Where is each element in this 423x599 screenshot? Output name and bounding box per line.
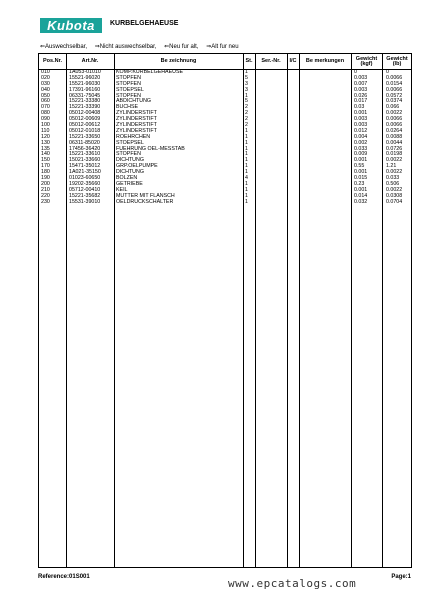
- cell-qty: 1: [245, 127, 248, 134]
- cell-weight-kg: 0.001: [354, 186, 368, 193]
- cell-name: GRP.OELPUMPE: [116, 163, 158, 170]
- cell-weight-kg: 0.55: [354, 163, 365, 170]
- cell-art: 17456-36420: [69, 145, 101, 152]
- cell-pos: 140: [41, 151, 50, 158]
- cell-qty: 1: [245, 145, 248, 152]
- cell-pos: 070: [41, 104, 50, 111]
- cell-name: BUCHSE: [116, 104, 139, 111]
- legend-item: ⇒Nicht auswechselbar,: [94, 44, 157, 50]
- cell-qty: 3: [245, 80, 248, 87]
- cell-art: 15221-35682: [69, 192, 101, 199]
- cell-weight-lb: 0.0154: [386, 80, 403, 87]
- cell-pos: 020: [41, 74, 50, 81]
- cell-name: BOLZEN: [116, 175, 138, 182]
- cell-qty: 1: [245, 180, 248, 187]
- cell-qty: 1: [245, 169, 248, 176]
- header-qty: St.: [245, 58, 253, 65]
- cell-name: ZYLINDERSTIFT: [116, 122, 157, 129]
- cell-pos: 090: [41, 116, 50, 123]
- page-number: Page:1: [391, 574, 411, 580]
- cell-art: 15521-96020: [69, 74, 101, 81]
- cell-name: ROEHRCHEN: [116, 133, 151, 140]
- cell-weight-lb: 0: [386, 69, 389, 75]
- legend-item: ⇐Neu fur alt,: [164, 44, 199, 50]
- cell-weight-lb: 0.0264: [386, 127, 403, 134]
- cell-pos: 040: [41, 86, 50, 93]
- cell-name: STOPFEN: [116, 151, 141, 158]
- legend: [40, 43, 245, 50]
- cell-weight-lb: 0.066: [386, 104, 400, 111]
- cell-weight-kg: 0.015: [354, 175, 368, 182]
- cell-qty: 1: [245, 69, 248, 75]
- cell-pos: 135: [41, 145, 50, 152]
- cell-weight-lb: 0.506: [386, 180, 400, 187]
- kubota-logo: Kubota: [40, 18, 102, 33]
- cell-qty: 1: [245, 139, 248, 146]
- cell-pos: 050: [41, 92, 50, 99]
- cell-qty: 2: [245, 110, 248, 117]
- cell-weight-kg: 0.032: [354, 198, 368, 205]
- cell-art: 15221-33650: [69, 133, 101, 140]
- cell-pos: 080: [41, 110, 50, 117]
- cell-art: 01023-60650: [69, 175, 101, 182]
- cell-name: GETRIEBE: [116, 180, 143, 187]
- cell-weight-kg: 0.017: [354, 98, 368, 105]
- header-name: Be zeichnung: [160, 58, 197, 65]
- cell-name: ZYLINDERSTIFT: [116, 110, 157, 117]
- cell-qty: 1: [245, 192, 248, 199]
- cell-qty: 1: [245, 133, 248, 140]
- cell-weight-lb: 0.0022: [386, 169, 403, 176]
- cell-weight-lb: 1.21: [386, 163, 397, 170]
- cell-art: 19202-35660: [69, 180, 101, 187]
- cell-art: 15221-33610: [69, 151, 101, 158]
- cell-art: 05012-00612: [69, 122, 101, 129]
- cell-weight-lb: 0.0088: [386, 133, 403, 140]
- cell-weight-lb: 0.0704: [386, 198, 403, 205]
- cell-weight-lb: 0.0726: [386, 145, 403, 152]
- header-serial: Ser.-Nr.: [261, 58, 281, 65]
- cell-weight-kg: 0.003: [354, 86, 368, 93]
- cell-pos: 060: [41, 98, 50, 105]
- cell-weight-lb: 0.0308: [386, 192, 403, 199]
- cell-pos: 100: [41, 122, 50, 129]
- cell-weight-kg: 0.001: [354, 110, 368, 117]
- cell-pos: 130: [41, 139, 50, 146]
- cell-weight-lb: 0.0374: [386, 98, 403, 105]
- parts-table: [38, 53, 412, 568]
- cell-weight-kg: 0.014: [354, 192, 368, 199]
- cell-art: 05012-01018: [69, 127, 101, 134]
- cell-pos: 110: [41, 127, 50, 134]
- cell-art: 17391-96160: [69, 86, 101, 93]
- cell-weight-kg: 0.004: [354, 133, 368, 140]
- cell-qty: 1: [245, 186, 248, 193]
- cell-weight-lb: 0.033: [386, 175, 400, 182]
- cell-name: KEIL: [116, 186, 128, 193]
- cell-weight-kg: 0.003: [354, 74, 368, 81]
- cell-pos: 170: [41, 163, 50, 170]
- cell-art: 15471-35012: [69, 163, 101, 170]
- cell-weight-lb: 0.0066: [386, 122, 403, 129]
- cell-pos: 180: [41, 169, 50, 176]
- cell-qty: 3: [245, 86, 248, 93]
- cell-name: FUEHRUNG OEL-MESSTAB: [116, 145, 185, 152]
- cell-qty: 4: [245, 175, 248, 182]
- cell-art: 15221-33390: [69, 104, 101, 111]
- cell-art: 05012-00408: [69, 110, 101, 117]
- cell-qty: 2: [245, 104, 248, 111]
- cell-weight-lb: 0.0572: [386, 92, 403, 99]
- cell-weight-lb: 0.0022: [386, 157, 403, 164]
- cell-weight-kg: 0.001: [354, 157, 368, 164]
- cell-weight-kg: 0.009: [354, 151, 368, 158]
- cell-weight-lb: 0.0022: [386, 110, 403, 117]
- cell-name: KOMP.KURBELGEHAEUSE: [116, 69, 184, 75]
- cell-weight-kg: 0: [354, 69, 357, 75]
- cell-pos: 230: [41, 198, 50, 205]
- cell-qty: 2: [245, 122, 248, 129]
- cell-qty: 1: [245, 163, 248, 170]
- cell-pos: 210: [41, 186, 50, 193]
- cell-art: 05712-00410: [69, 186, 101, 193]
- cell-qty: 2: [245, 116, 248, 123]
- cell-qty: 1: [245, 151, 248, 158]
- header-weight-kg: Gewicht (kgf): [355, 55, 378, 67]
- cell-art: 06331-75045: [69, 92, 101, 99]
- cell-weight-kg: 0.026: [354, 92, 368, 99]
- cell-art: 06311-85020: [69, 139, 100, 146]
- cell-weight-kg: 0.002: [354, 139, 368, 146]
- cell-name: ZYLINDERSTIFT: [116, 127, 157, 134]
- cell-qty: 5: [245, 74, 248, 81]
- cell-pos: 120: [41, 133, 50, 140]
- cell-weight-kg: 0.001: [354, 169, 368, 176]
- table-body: [39, 70, 411, 205]
- cell-name: DICHTUNG: [116, 157, 144, 164]
- cell-pos: 010: [41, 69, 50, 75]
- cell-qty: 5: [245, 98, 248, 105]
- cell-name: STOEPSEL: [116, 139, 144, 146]
- cell-name: STOPFEN: [116, 92, 141, 99]
- cell-art: 1A053-01010: [69, 69, 101, 75]
- cell-weight-lb: 0.0066: [386, 74, 403, 81]
- header-weight-lb: Gewicht (lb): [386, 55, 408, 67]
- cell-art: 1A021-35150: [69, 169, 101, 176]
- header-ic: I/C: [289, 58, 297, 65]
- watermark: www.epcatalogs.com: [228, 577, 357, 590]
- legend-item: ⇒Alt fur neu: [206, 44, 239, 50]
- cell-weight-lb: 0.0198: [386, 151, 403, 158]
- cell-name: MUTTER MIT FLANSCH: [116, 192, 175, 199]
- cell-art: 05012-00609: [69, 116, 101, 123]
- header-pos: Pos.Nr.: [43, 58, 62, 65]
- legend-item: ⇐Auswechselbar,: [40, 44, 88, 50]
- cell-name: STOPFEN: [116, 74, 141, 81]
- cell-weight-kg: 0.03: [354, 104, 365, 111]
- cell-weight-lb: 0.0066: [386, 86, 403, 93]
- cell-name: STOPFEN: [116, 80, 141, 87]
- cell-art: 15221-33380: [69, 98, 101, 105]
- cell-qty: 1: [245, 157, 248, 164]
- cell-name: DICHTUNG: [116, 169, 144, 176]
- header-art: Art.Nr.: [81, 58, 99, 65]
- cell-pos: 190: [41, 175, 50, 182]
- cell-pos: 220: [41, 192, 50, 199]
- header-remarks: Be merkungen: [305, 58, 345, 65]
- reference-label: Reference:01S001: [38, 574, 90, 580]
- cell-art: 15521-96030: [69, 80, 101, 87]
- cell-pos: 030: [41, 80, 50, 87]
- cell-qty: 1: [245, 198, 248, 205]
- cell-art: 15531-39010: [69, 198, 101, 205]
- cell-name: ZYLINDERSTIFT: [116, 116, 157, 123]
- cell-art: 15021-33660: [69, 157, 101, 164]
- cell-weight-kg: 0.003: [354, 122, 368, 129]
- page-title: KURBELGEHAEUSE: [110, 20, 179, 27]
- cell-weight-kg: 0.033: [354, 145, 368, 152]
- cell-weight-kg: 0.23: [354, 180, 365, 187]
- table-row: [39, 200, 411, 206]
- cell-pos: 200: [41, 180, 50, 187]
- cell-name: OELDRUCKSCHALTER: [116, 198, 174, 205]
- cell-weight-kg: 0.012: [354, 127, 368, 134]
- cell-qty: 1: [245, 92, 248, 99]
- cell-name: STOEPSEL: [116, 86, 144, 93]
- cell-weight-lb: 0.0066: [386, 116, 403, 123]
- cell-weight-lb: 0.0022: [386, 186, 403, 193]
- cell-name: ABDICHTUNG: [116, 98, 152, 105]
- cell-weight-kg: 0.007: [354, 80, 368, 87]
- cell-weight-lb: 0.0044: [386, 139, 403, 146]
- cell-pos: 150: [41, 157, 50, 164]
- cell-weight-kg: 0.003: [354, 116, 368, 123]
